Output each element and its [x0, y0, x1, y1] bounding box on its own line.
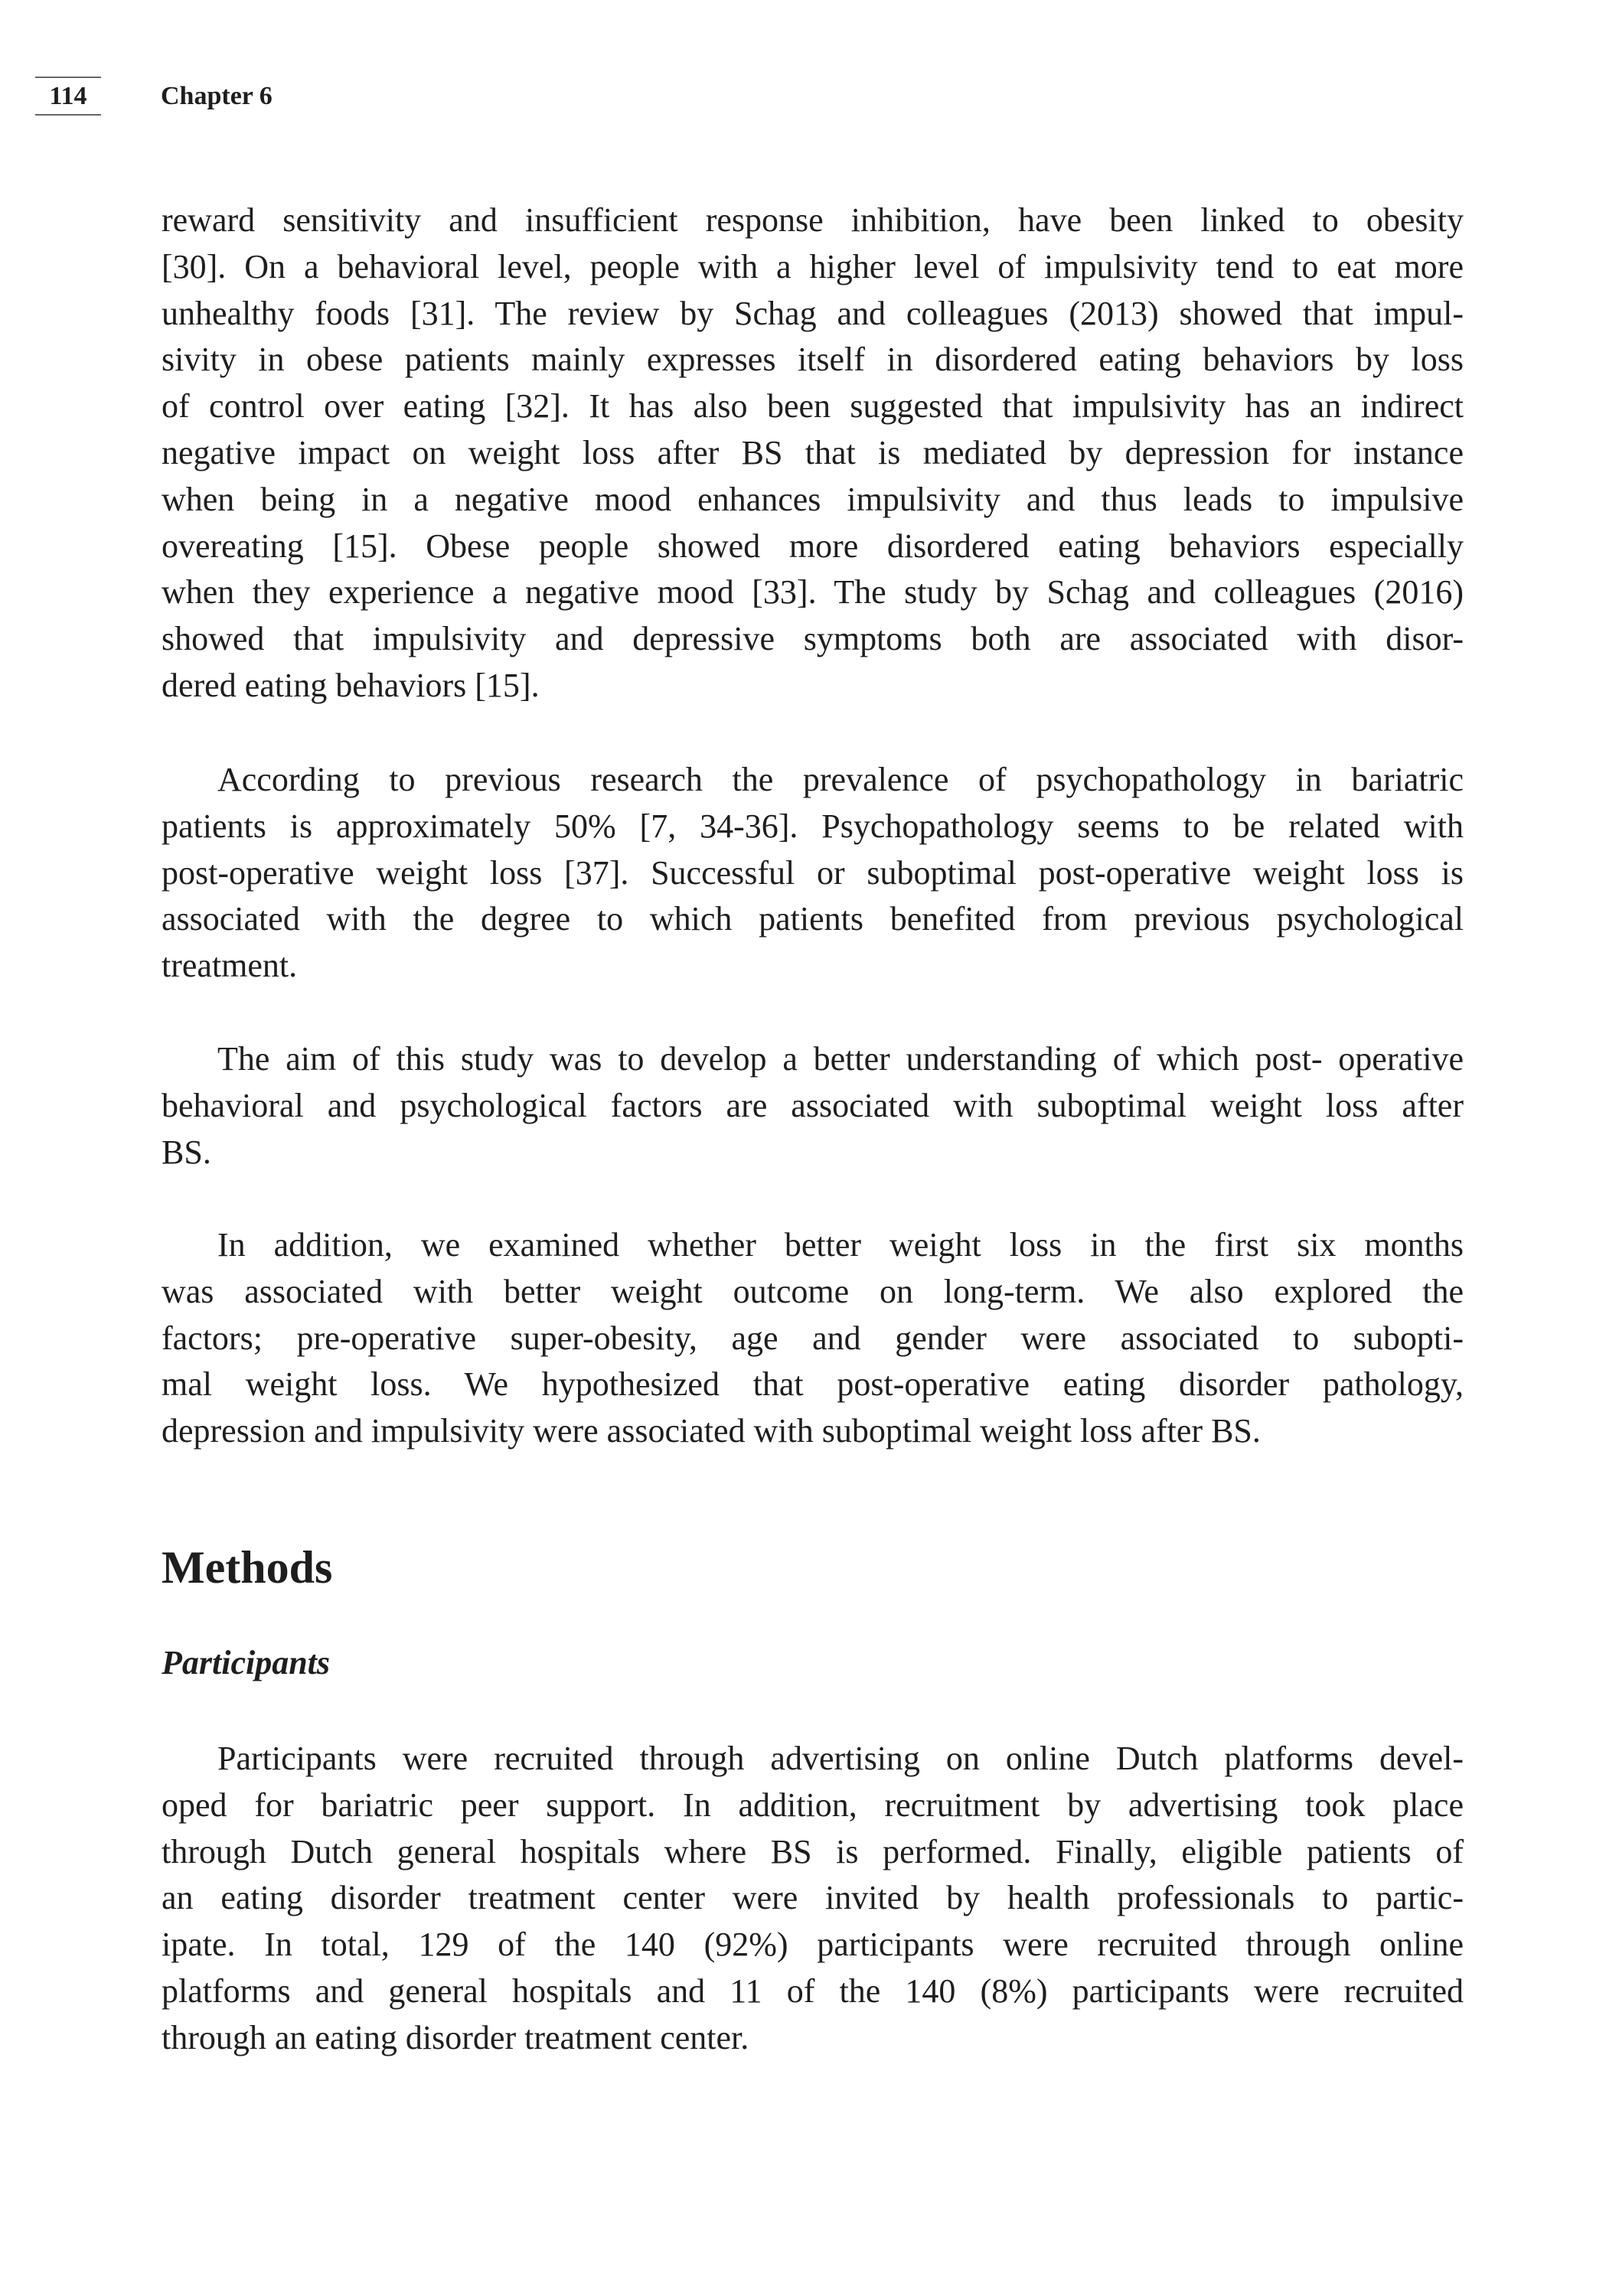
page-number-rule-top [35, 77, 101, 78]
text-line: treatment. [162, 947, 298, 985]
text-line: when they experience a negative mood [33]. The study by Schag and colleagues (2016) [162, 573, 1464, 612]
subsection-heading-participants: Participants [162, 1644, 331, 1681]
paragraph-psychopathology [162, 757, 1464, 990]
paragraph-participants [162, 1736, 1464, 2062]
text-line: factors; pre-operative super-obesity, age and gender were associated to subopti- [162, 1319, 1464, 1357]
paragraph-hypotheses [162, 1222, 1464, 1455]
text-line: through Dutch general hospitals where BS is performed. Finally, eligible patients of [162, 1832, 1464, 1870]
text-line: post-operative weight loss [37]. Successful or suboptimal post-operative weight loss is [162, 853, 1464, 892]
text-line: platforms and general hospitals and 11 of the 140 (8%) participants were recruited [162, 1971, 1464, 2010]
text-line: The aim of this study was to develop a better understanding of which post- operative [217, 1040, 1464, 1078]
text-line: dered eating behaviors [15]. [162, 666, 540, 704]
text-line: oped for bariatric peer support. In addition, recruitment by advertising took place [162, 1786, 1464, 1824]
paragraph-impulsivity [162, 197, 1464, 709]
text-line: was associated with better weight outcome on long-term. We also explored the [162, 1272, 1464, 1310]
text-line: [30]. On a behavioral level, people with a higher level of impulsivity tend to eat more [162, 247, 1464, 285]
text-line: sivity in obese patients mainly expresses itself in disordered eating behaviors by loss [162, 341, 1464, 379]
text-line: of control over eating [32]. It has also been suggested that impulsivity has an indirect [162, 387, 1464, 426]
text-line: associated with the degree to which patients benefited from previous psychological [162, 900, 1464, 938]
section-heading-methods: Methods [162, 1542, 333, 1593]
page-number: 114 [49, 82, 87, 110]
text-line: Participants were recruited through advertising on online Dutch platforms devel- [217, 1740, 1464, 1777]
text-line: ipate. In total, 129 of the 140 (92%) participants were recruited through online [162, 1926, 1464, 1964]
text-line: depression and impulsivity were associated with suboptimal weight loss after BS. [162, 1412, 1261, 1450]
text-line: through an eating disorder treatment center. [162, 2018, 749, 2056]
text-line: In addition, we examined whether better weight loss in the first six months [217, 1226, 1464, 1264]
text-line: negative impact on weight loss after BS that is mediated by depression for instance [162, 433, 1464, 471]
page-number-rule-bottom [35, 114, 101, 116]
text-line: BS. [162, 1133, 211, 1171]
text-line: an eating disorder treatment center were invited by health professionals to partic- [162, 1879, 1464, 1917]
text-line: mal weight loss. We hypothesized that post-operative eating disorder pathology, [162, 1365, 1464, 1404]
text-line: when being in a negative mood enhances impulsivity and thus leads to impulsive [162, 480, 1464, 518]
text-line: According to previous research the prevalence of psychopathology in bariatric [217, 761, 1464, 798]
text-line: unhealthy foods [31]. The review by Schag and colleagues (2013) showed that impul- [162, 294, 1464, 332]
text-line: patients is approximately 50% [7, 34-36]. Psychopathology seems to be related with [162, 807, 1464, 845]
text-line: reward sensitivity and insufficient response inhibition, have been linked to obesity [162, 201, 1464, 239]
text-line: showed that impulsivity and depressive symptoms both are associated with disor- [162, 620, 1464, 658]
running-head-chapter: Chapter 6 [161, 82, 273, 110]
text-line: overeating [15]. Obese people showed more disordered eating behaviors especially [162, 527, 1464, 565]
paragraph-aim [162, 1036, 1464, 1176]
text-line: behavioral and psychological factors are associated with suboptimal weight loss after [162, 1086, 1464, 1124]
